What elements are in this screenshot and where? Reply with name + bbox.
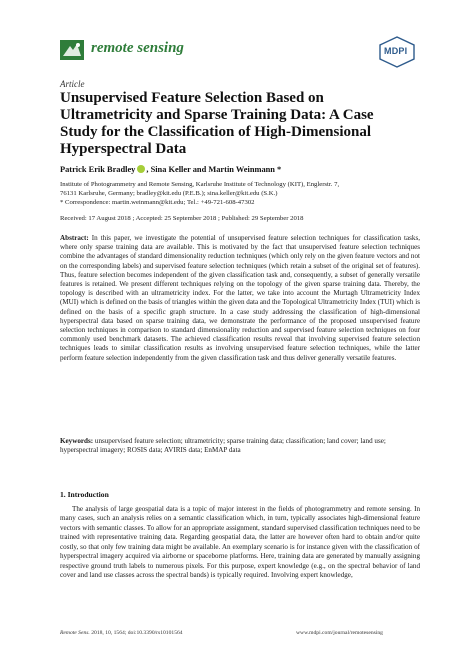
abstract-label: Abstract: [60, 234, 89, 242]
introduction-paragraph: The analysis of large geospatial data is a topic of major interest in the fields of photogrammetry and remote sensing. In many cases, such an analysis relies on a semantic classification which, in turn, typically associates high-dimensional feature vectors with semantic classes. To allow for an appropriate assignment, standard supervised classification techniques need to be trained with representative training data. Regarding geospatial data, the latter are however often hard to obtain and/or quite costly, so that only few training data might be available. An exemplary scenario is for instance given with the classification of hyperspectral imagery acquired via airborne or spaceborne platforms. Here, training data are generated by manually assigning respective ground truth labels to numerous pixels. For this purpose, expert knowledge (e.g., on the spectral behavior of land cover and land use classes across the spectral bands) is typically required. Involving expert knowledge, [60, 505, 420, 580]
footer-citation [60, 630, 183, 636]
abstract [60, 234, 420, 363]
keywords-text: unsupervised feature selection; ultrametricity; sparse training data; classification; land cover; land use; hyperspectral imagery; ROSIS data; AVIRIS data; EnMAP data [60, 437, 386, 455]
citation-details: 2018, 10, 1564; doi:10.3390/rs10101564 [89, 630, 183, 636]
article-type: Article [60, 79, 85, 89]
author-list [60, 165, 281, 174]
paper-title: Unsupervised Feature Selection Based on Ultrametricity and Sparse Training Data: A Case Study for the Classification of High-Dimensional Hyperspectral Data [60, 90, 374, 157]
keywords [60, 437, 420, 455]
affiliation-line: Institute of Photogrammetry and Remote Sensing, Karlsruhe Institute of Technology (KIT), Englerstr. 7, [60, 181, 340, 188]
section-heading: 1. Introduction [60, 490, 109, 499]
journal-abbrev: Remote Sens. [60, 630, 90, 636]
remote-sensing-logo-icon [60, 40, 84, 60]
correspondence-line: * Correspondence: martin.weinmann@kit.edu; Tel.: +49-721-608-47302 [60, 199, 255, 206]
author-rest: , Sina Keller and Martin Weinmann * [146, 165, 282, 174]
author-first: Patrick Erik Bradley [60, 165, 136, 174]
orcid-icon[interactable] [137, 165, 145, 173]
keywords-label: Keywords: [60, 437, 94, 445]
journal-name: remote sensing [91, 40, 184, 56]
affiliation [60, 180, 420, 207]
affiliation-line: 76131 Karlsruhe, Germany; bradley@kit.edu (P.E.B.); sina.keller@kit.edu (S.K.) [60, 190, 278, 197]
abstract-text: In this paper, we investigate the potential of unsupervised feature selection techniques for classification tasks, where only sparse training data are available. This is motivated by the fact that unsupervised feature selection techniques combine the advantages of standard dimensionality reduction techniques (which only rely on the given feature vectors and not on the corresponding labels) and supervised feature selection techniques (which retain a subset of the original set of features). Thus, feature selection becomes independent of the given classification task and, consequently, a subset of generally versatile features is retained. We present different techniques relying on the topology of the given sparse training data. Thereby, the topology is described with an ultrametricity index. For the latter, we take into account the Murtagh Ultrametricity Index (MUI) which is defined on the basis of triangles within the given data and the Topological Ultrametricity Index (TUI) which is defined on the basis of a specific graph structure. In a case study addressing the classification of high-dimensional hyperspectral data based on sparse training data, we demonstrate the performance of the proposed unsupervised feature selection techniques in comparison to standard dimensionality reduction and supervised feature selection techniques on four commonly used benchmark datasets. The achieved classification results reveal that involving supervised feature selection techniques leads to similar classification results as involving unsupervised feature selection techniques, while the latter perform feature selection independently from the given classification task and thus deliver generally versatile features. [60, 234, 420, 362]
publication-dates: Received: 17 August 2018 ; Accepted: 25 September 2018 ; Published: 29 September 2018 [60, 215, 304, 222]
publisher-name: MDPI [384, 46, 408, 56]
footer-url[interactable]: www.mdpi.com/journal/remotesensing [296, 630, 383, 636]
